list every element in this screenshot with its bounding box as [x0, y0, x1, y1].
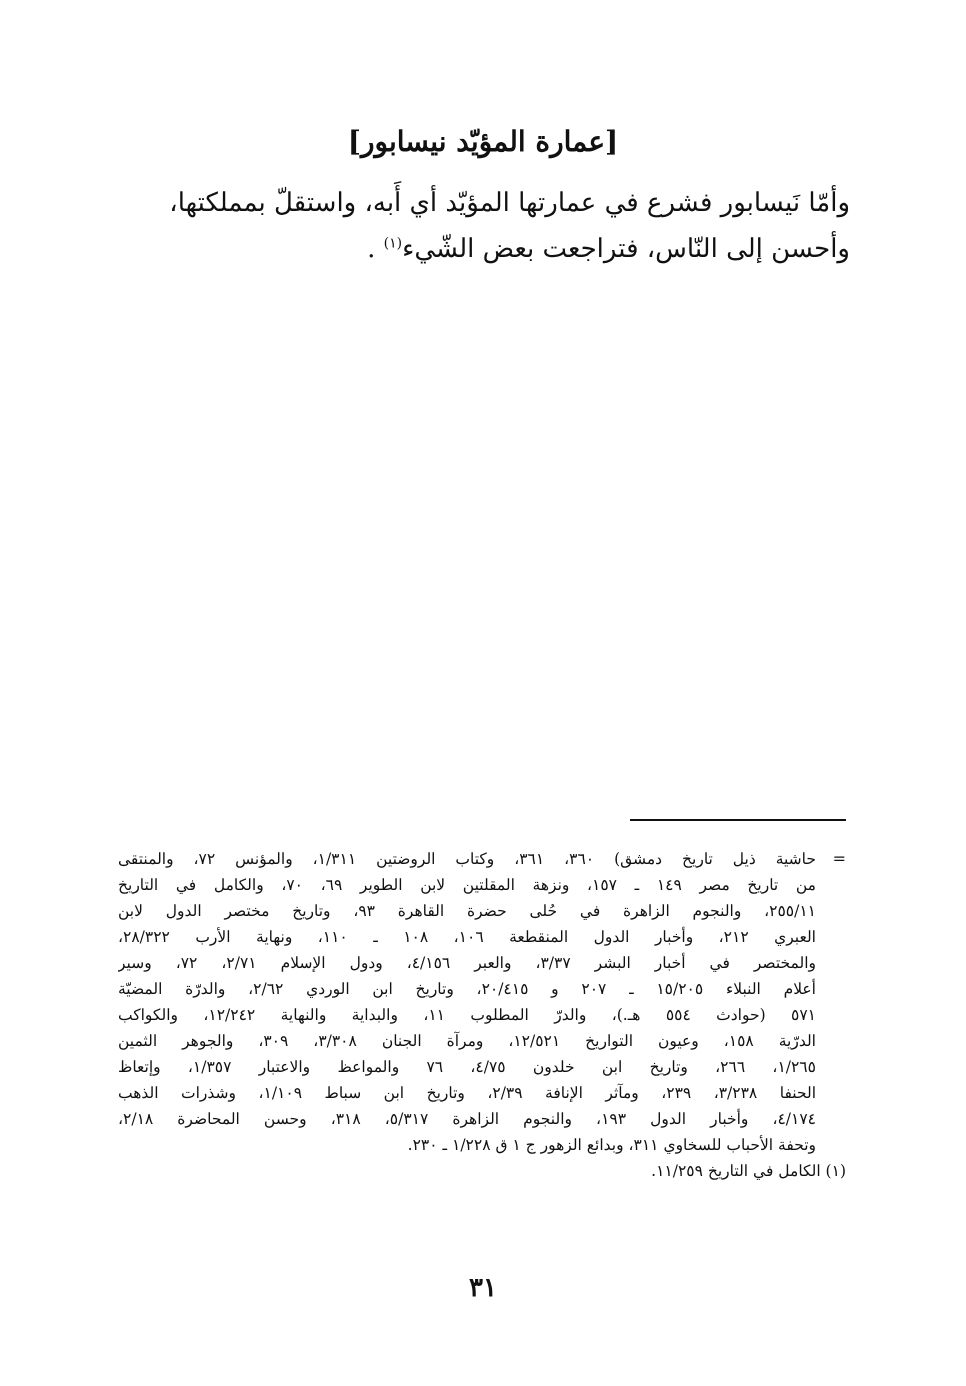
continuation-line: ١/٢٦٥، ٢٦٦، وتاريخ ابن خلدون ٤/٧٥، ٧٦ والمواعظ والاعتبار ١/٣٥٧، وإتعاظ — [118, 1058, 816, 1076]
continuation-line: العبري ٢١٢، وأخبار الدول المنقطعة ١٠٦، ١٠٨ ـ ١١٠، ونهاية الأرب ٢٨/٣٢٢، — [118, 928, 816, 946]
continuation-line: من تاريخ مصر ١٤٩ ـ ١٥٧، ونزهة المقلتين لابن الطوير ٦٩، ٧٠، والكامل في التاريخ — [118, 876, 816, 894]
continuation-line: أعلام النبلاء ١٥/٢٠٥ ـ ٢٠٧ و ٢٠/٤١٥، وتاريخ ابن الوردي ٢/٦٢، والدرّة المضيّة — [118, 980, 816, 998]
continuation-line: ٤/١٧٤، وأخبار الدول ١٩٣، والنجوم الزاهرة ٥/٣١٧، ٣١٨، وحسن المحاضرة ٢/١٨، — [118, 1110, 816, 1128]
body-line-2-text: وأحسن إلى النّاس، فتراجعت بعض الشّيء — [402, 234, 850, 264]
body-line-1: وأمّا نَيسابور فشرع في عمارتها المؤيّد أي أَبه، واستقلّ بمملكتها، — [169, 188, 850, 218]
footnote-reference[interactable]: (١) — [383, 235, 403, 252]
continuation-line: وتحفة الأحباب للسخاوي ٣١١، وبدائع الزهور ج ١ ق ١/٢٢٨ ـ ٢٣٠. — [407, 1136, 816, 1154]
body-line-2 — [116, 226, 850, 272]
footnote-1: (١) الكامل في التاريخ ١١/٢٥٩. — [651, 1162, 846, 1180]
footnote-separator-rule — [630, 819, 846, 821]
continuation-mark: = — [832, 849, 846, 868]
footnote-continuation — [118, 846, 846, 1158]
continuation-line: والمختصر في أخبار البشر ٣/٣٧، والعبر ٤/١٥٦، ودول الإسلام ٢/٧١، ٧٢، وسير — [118, 954, 816, 972]
body-line-2-end: . — [367, 234, 384, 264]
continuation-line: الدرّية ١٥٨، وعيون التواريخ ١٢/٥٢١، ومرآة الجنان ٣/٣٠٨، ٣٠٩، والجوهر الثمين — [118, 1032, 816, 1050]
page-number: ٣١ — [469, 1273, 497, 1303]
continuation-line: حاشية ذيل تاريخ دمشق) ٣٦٠، ٣٦١، وكتاب الروضتين ١/٣١١، والمؤنس ٧٢، والمنتقى — [118, 850, 816, 868]
continuation-line: الحنفا ٣/٢٣٨، ٢٣٩، ومآثر الإنافة ٢/٣٩، وتاريخ ابن سباط ١/١٠٩، وشذرات الذهب — [118, 1084, 816, 1102]
continuation-line: ٥٧١ (حوادث ٥٥٤ هـ.)، والدرّ المطلوب ١١، والبداية والنهاية ١٢/٢٤٢، والكواكب — [118, 1006, 816, 1024]
body-paragraph — [116, 180, 850, 272]
continuation-line: ٢٥٥/١١، والنجوم الزاهرة في حُلى حضرة القاهرة ٩٣، وتاريخ مختصر الدول لابن — [118, 902, 816, 920]
section-heading: [عمارة المؤيّد نيسابور] — [347, 125, 619, 158]
footnotes — [118, 846, 846, 1184]
